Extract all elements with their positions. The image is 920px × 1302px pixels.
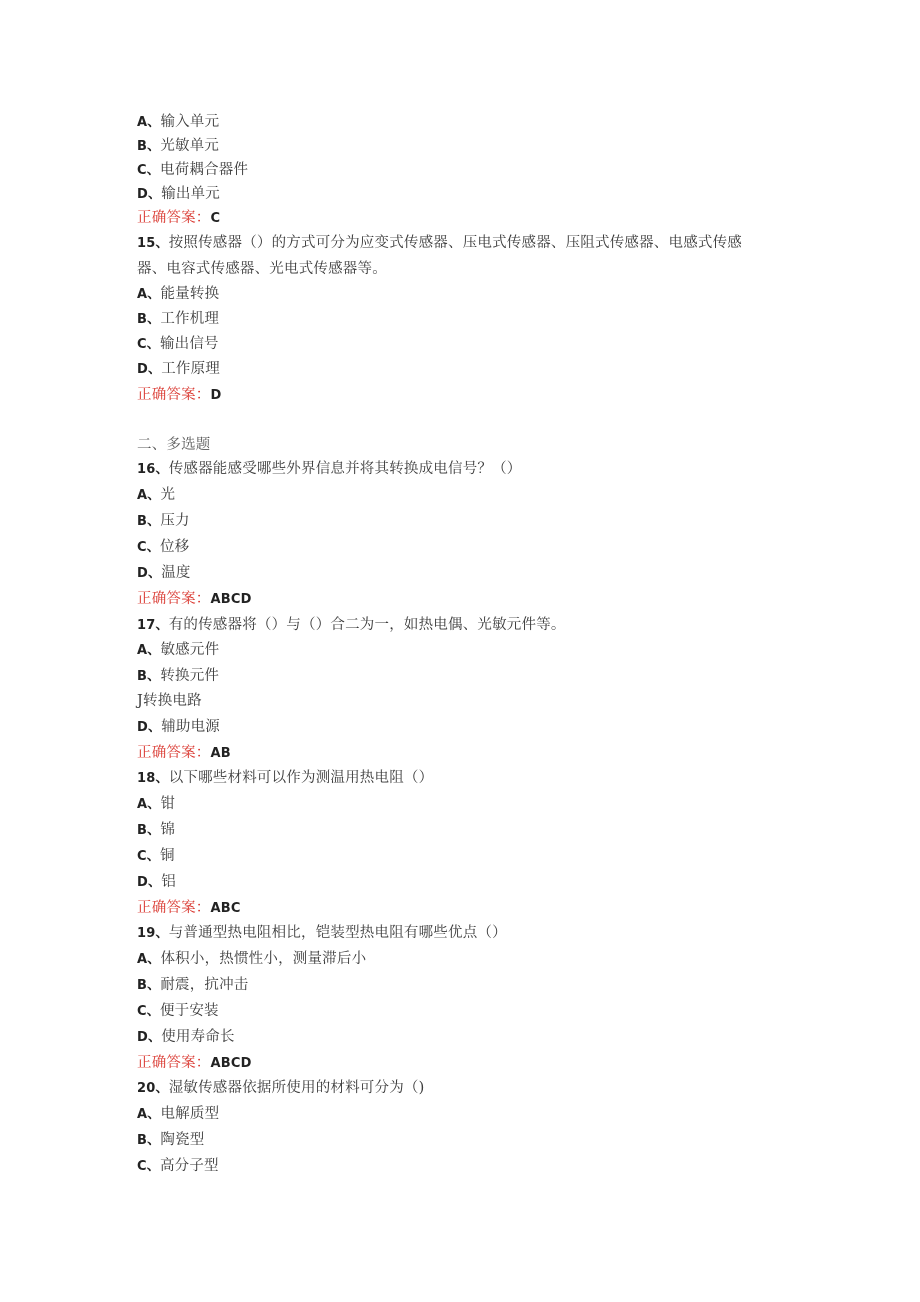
option-text: 钳 — [160, 796, 176, 812]
q16-answer — [137, 589, 252, 610]
question-number: 18、 — [137, 771, 169, 786]
q14-option-b — [137, 136, 219, 157]
option-text: 温度 — [161, 565, 191, 581]
q14-option-c — [137, 160, 248, 181]
option-text: 输出单元 — [161, 186, 221, 202]
q17-option-b — [137, 666, 219, 687]
q20-option-c — [137, 1156, 219, 1177]
option-label: D、 — [137, 566, 162, 581]
q19-question — [137, 923, 507, 944]
q18-answer — [137, 898, 241, 919]
q19-option-c — [137, 1001, 219, 1022]
option-label: D、 — [137, 362, 162, 377]
answer-key: 正确答案： — [137, 387, 211, 403]
option-label: A、 — [137, 643, 161, 658]
option-label: A、 — [137, 115, 161, 130]
option-label: C、 — [137, 163, 160, 178]
option-label: D、 — [137, 875, 162, 890]
q15-question — [137, 233, 742, 254]
question-text: 按照传感器（）的方式可分为应变式传感器、压电式传感器、压阻式传感器、电感式传感 — [168, 235, 742, 251]
q15-option-b — [137, 309, 219, 330]
option-text: 铜 — [159, 848, 175, 864]
question-text: 与普通型热电阻相比，铠装型热电阻有哪些优点（） — [168, 925, 507, 941]
answer-value: ABCD — [210, 1056, 252, 1071]
q14-answer — [137, 208, 220, 229]
answer-key: 正确答案： — [137, 900, 211, 916]
option-text: 光敏单元 — [160, 138, 220, 154]
q20-option-b — [137, 1130, 204, 1151]
option-label: A、 — [137, 797, 161, 812]
question-text: 以下哪些材料可以作为测温用热电阻（） — [168, 770, 434, 786]
q19-option-a — [137, 949, 366, 970]
answer-key: 正确答案： — [137, 1055, 211, 1071]
option-text: 使用寿命长 — [161, 1029, 235, 1045]
option-label: B、 — [137, 514, 161, 529]
q16-option-d — [137, 563, 191, 584]
option-text: J转换电路 — [137, 693, 202, 709]
option-text: 转换元件 — [160, 668, 220, 684]
option-label: D、 — [137, 1030, 162, 1045]
q15-option-d — [137, 359, 220, 380]
option-text: 输出信号 — [159, 336, 219, 352]
section-title: 二、多选题 — [137, 437, 211, 453]
q19-option-d — [137, 1027, 235, 1048]
q17-option-c — [137, 691, 202, 711]
option-label: D、 — [137, 720, 162, 735]
q17-option-d — [137, 717, 220, 738]
q17-option-a — [137, 640, 219, 661]
option-text: 输入单元 — [160, 114, 220, 130]
option-text: 压力 — [160, 513, 190, 529]
option-label: D、 — [137, 187, 162, 202]
q14-option-a — [137, 112, 219, 133]
q20-question — [137, 1078, 424, 1099]
option-label: A、 — [137, 488, 161, 503]
option-text: 光 — [160, 487, 176, 503]
answer-value: C — [210, 211, 221, 226]
option-label: A、 — [137, 1107, 161, 1122]
q20-option-a — [137, 1104, 219, 1125]
question-number: 15、 — [137, 236, 169, 251]
q15-answer — [137, 385, 222, 406]
option-text: 电解质型 — [160, 1106, 220, 1122]
option-text: 敏感元件 — [160, 642, 220, 658]
option-label: B、 — [137, 1133, 161, 1148]
q18-option-d — [137, 872, 176, 893]
answer-key: 正确答案： — [137, 745, 211, 761]
q19-option-b — [137, 975, 249, 996]
q16-option-b — [137, 511, 190, 532]
q17-question — [137, 615, 566, 636]
option-label: A、 — [137, 287, 161, 302]
answer-value: ABC — [210, 901, 241, 916]
option-text: 电荷耦合器件 — [159, 162, 249, 178]
answer-value: AB — [210, 746, 231, 761]
q18-option-b — [137, 820, 175, 841]
q18-option-c — [137, 846, 175, 867]
option-text: 工作原理 — [161, 361, 221, 377]
option-text: 工作机理 — [160, 311, 220, 327]
q16-option-a — [137, 485, 175, 506]
q16-question — [137, 459, 522, 480]
option-text: 体积小，热惯性小，测量滞后小 — [160, 951, 367, 967]
question-text: 传感器能感受哪些外界信息并将其转换成电信号？（） — [168, 461, 522, 477]
question-number: 17、 — [137, 618, 169, 633]
answer-key: 正确答案： — [137, 591, 211, 607]
option-text: 锦 — [160, 822, 176, 838]
option-text: 耐震，抗冲击 — [160, 977, 249, 993]
answer-value: ABCD — [210, 592, 252, 607]
answer-value: D — [210, 388, 222, 403]
option-text: 铝 — [161, 874, 176, 890]
option-text: 辅助电源 — [161, 719, 221, 735]
question-text: 有的传感器将（）与（）合二为一，如热电偶、光敏元件等。 — [168, 617, 566, 633]
option-label: C、 — [137, 540, 160, 555]
option-label: C、 — [137, 1159, 160, 1174]
q15-question-continued: 器、电容式传感器、光电式传感器等。 — [137, 261, 387, 277]
q19-answer — [137, 1053, 252, 1074]
option-label: B、 — [137, 978, 161, 993]
option-label: B、 — [137, 823, 161, 838]
question-number: 19、 — [137, 926, 169, 941]
option-text: 位移 — [159, 539, 190, 555]
option-text: 陶瓷型 — [160, 1132, 205, 1148]
option-label: A、 — [137, 952, 161, 967]
q18-option-a — [137, 794, 175, 815]
q15-option-a — [137, 284, 219, 305]
q17-answer — [137, 743, 231, 764]
option-label: B、 — [137, 669, 161, 684]
question-number: 20、 — [137, 1081, 169, 1096]
option-label: C、 — [137, 337, 160, 352]
q18-question — [137, 768, 433, 789]
option-text: 便于安装 — [159, 1003, 219, 1019]
option-label: B、 — [137, 139, 161, 154]
q16-option-c — [137, 537, 189, 558]
q15-option-c — [137, 334, 219, 355]
option-text: 能量转换 — [160, 286, 220, 302]
option-label: B、 — [137, 312, 161, 327]
option-label: C、 — [137, 849, 160, 864]
q14-option-d — [137, 184, 220, 205]
question-number: 16、 — [137, 462, 169, 477]
question-text: 湿敏传感器依据所使用的材料可分为（) — [168, 1080, 425, 1096]
option-text: 高分子型 — [159, 1158, 219, 1174]
option-label: C、 — [137, 1004, 160, 1019]
answer-key: 正确答案： — [137, 210, 211, 226]
